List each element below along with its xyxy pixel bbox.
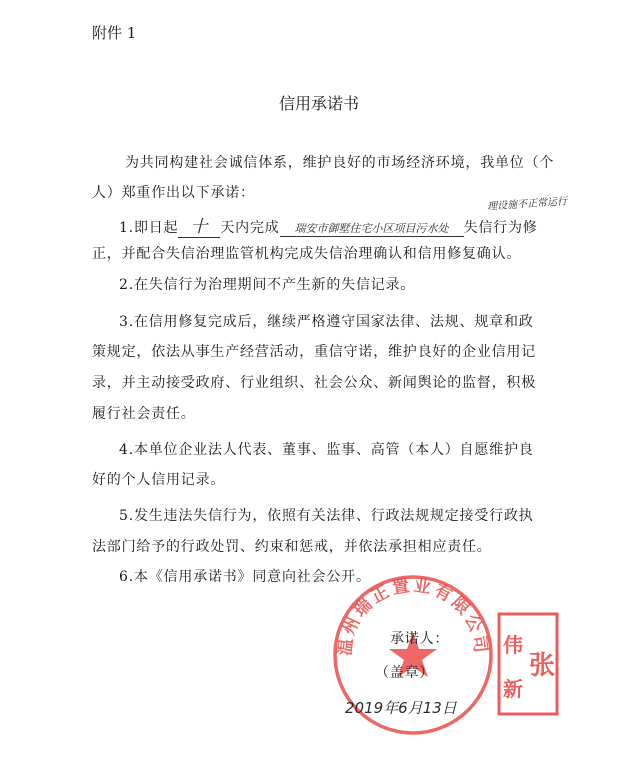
intro-line-2: 人）郑重作出以下承诺： [92, 185, 255, 201]
personal-seal-char-1: 伟 [503, 633, 523, 657]
commitment-4-line-1: 4.本单位企业法人代表、董事、监事、高管（本人）自愿维护良 [119, 442, 534, 458]
commitment-6: 6.本《信用承诺书》同意向社会公开。 [119, 569, 371, 585]
document-title: 信用承诺书 [278, 94, 359, 113]
commitment-3-line-1: 3.在信用修复完成后，继续严格遵守国家法律、法规、规章和政 [119, 314, 534, 330]
commitment-5-line-2: 法部门给予的行政处罚、约束和惩戒，并依法承担相应责任。 [92, 539, 492, 555]
promisor-label: 承诺人： [390, 631, 450, 647]
days-handwritten: 十 [178, 212, 220, 238]
personal-seal-char-2: 新 [503, 677, 523, 701]
personal-seal-char-3: 张 [528, 651, 556, 681]
commitment-3-line-3: 录，并主动接受政府、行业组织、社会公众、新闻舆论的监督，积极 [92, 375, 536, 391]
commitment-1-line [119, 212, 538, 238]
commitment-1-mid: 天内完成 [220, 220, 280, 236]
project-handwritten: 瑞安市御墅住宅小区项目污水处 [280, 220, 464, 237]
personal-seal [497, 612, 559, 716]
commitment-3-line-2: 策规定，依法从事生产经营活动，重信守诺，维护良好的企业信用记 [92, 344, 536, 360]
signature-date: 2019年6月13日 [345, 699, 457, 717]
attachment-label: 附件 1 [92, 24, 137, 42]
commitment-3-line-4: 履行社会责任。 [92, 406, 196, 422]
company-seal-text: 温州瑞正置业有限公司 [335, 575, 491, 657]
commitment-1-suffix: 失信行为修 [463, 220, 538, 236]
commitment-5-line-1: 5.发生违法失信行为，依照有关法律、行政法规规定接受行政执 [119, 508, 534, 524]
intro-line-1: 为共同构建社会诚信体系，维护良好的市场经济环境，我单位（个 [125, 155, 555, 171]
handwritten-note: 理设施不正常运行 [486, 196, 568, 213]
seal-label: （盖章） [375, 665, 435, 681]
commitment-1-continuation: 正，并配合失信治理监管机构完成失信治理确认和信用修复确认。 [92, 246, 522, 262]
commitment-2: 2.在失信行为治理期间不产生新的失信记录。 [119, 277, 416, 293]
commitment-4-line-2: 好的个人信用记录。 [92, 472, 226, 488]
commitment-1-prefix: 1.即日起 [119, 220, 179, 236]
